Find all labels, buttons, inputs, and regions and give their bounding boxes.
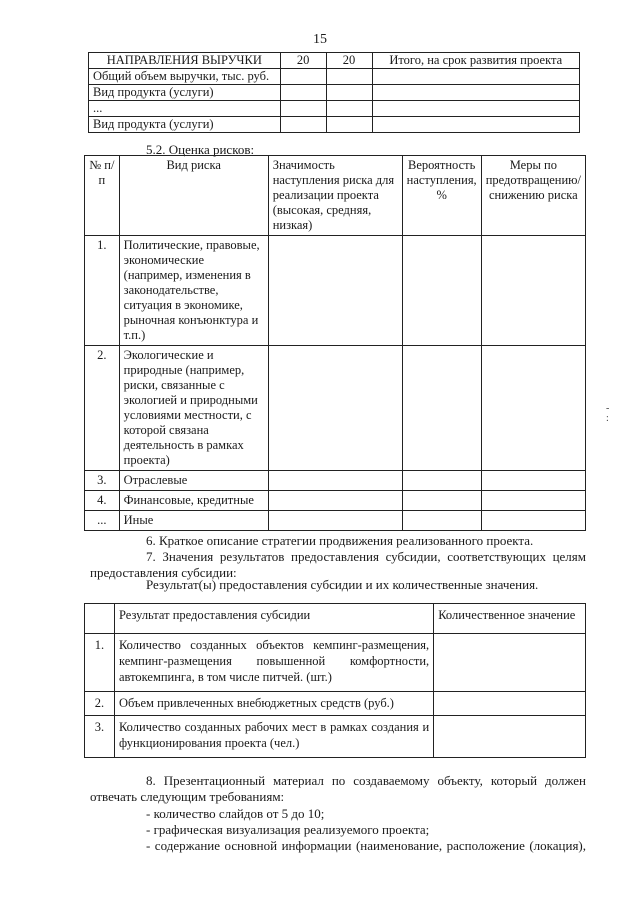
requirement-item: - графическая визуализация реализуемого проекта; <box>146 822 430 837</box>
revenue-cell <box>280 117 326 133</box>
revenue-table <box>88 52 580 133</box>
risk-row-type: Иные <box>119 511 268 531</box>
revenue-header-direction: НАПРАВЛЕНИЯ ВЫРУЧКИ <box>89 53 281 69</box>
revenue-row-label: Общий объем выручки, тыс. руб. <box>89 69 281 85</box>
results-row <box>85 634 586 692</box>
results-header-result: Результат предоставления субсидии <box>114 604 433 634</box>
revenue-cell <box>372 117 580 133</box>
risk-cell <box>481 491 585 511</box>
revenue-cell <box>280 101 326 117</box>
revenue-row-label: Вид продукта (услуги) <box>89 85 281 101</box>
risk-cell <box>481 471 585 491</box>
revenue-cell <box>372 69 580 85</box>
results-row-num: 3. <box>85 716 115 758</box>
revenue-cell <box>326 85 372 101</box>
revenue-cell <box>326 117 372 133</box>
revenue-cell <box>280 69 326 85</box>
risk-row-type: Финансовые, кредитные <box>119 491 268 511</box>
risk-row <box>85 471 586 491</box>
risk-cell <box>268 346 402 471</box>
requirement-item: - содержание основной информации (наименование, расположение (локация), <box>146 838 586 853</box>
revenue-cell <box>372 85 580 101</box>
revenue-cell <box>280 85 326 101</box>
risk-cell <box>481 236 585 346</box>
risk-cell <box>402 491 481 511</box>
results-row-value <box>434 634 586 692</box>
requirement-item: - количество слайдов от 5 до 10; <box>146 806 325 821</box>
risk-row <box>85 511 586 531</box>
revenue-header-year-1: 20 <box>280 53 326 69</box>
risk-row-num: 1. <box>85 236 120 346</box>
risk-cell <box>268 511 402 531</box>
risk-cell <box>402 471 481 491</box>
risk-row-num: ... <box>85 511 120 531</box>
risk-section-title: 5.2. Оценка рисков: <box>146 142 255 157</box>
risk-cell <box>481 346 585 471</box>
risk-row-type: Политические, правовые, экономические (например, изменения в законодательстве, ситуация в экономике, рыночная конъюнктура и т.п.) <box>119 236 268 346</box>
results-row-text: Количество созданных рабочих мест в рамках создания и функционирования проекта (чел.) <box>114 716 433 758</box>
paragraph-7-sub: Результат(ы) предоставления субсидии и их количественные значения. <box>146 577 539 592</box>
revenue-cell <box>372 101 580 117</box>
risk-cell <box>402 346 481 471</box>
results-row <box>85 692 586 716</box>
results-row-text: Количество созданных объектов кемпинг-размещения, кемпинг-размещения повышенной комфортности, автокемпинга, в том числе питчей. (шт.) <box>114 634 433 692</box>
risk-row-num: 4. <box>85 491 120 511</box>
revenue-row-label: ... <box>89 101 281 117</box>
risk-row <box>85 236 586 346</box>
risk-header-row <box>85 156 586 236</box>
results-row-text: Объем привлеченных внебюджетных средств (руб.) <box>114 692 433 716</box>
risk-row <box>85 491 586 511</box>
risk-header-num: № п/п <box>85 156 120 236</box>
risk-cell <box>481 511 585 531</box>
revenue-header-row <box>89 53 580 69</box>
risk-cell <box>268 491 402 511</box>
results-header-row <box>85 604 586 634</box>
risk-header-probability: Вероятность наступления, % <box>402 156 481 236</box>
risk-header-significance: Значимость наступления риска для реализации проекта (высокая, средняя, низкая) <box>268 156 402 236</box>
revenue-row <box>89 69 580 85</box>
revenue-cell <box>326 101 372 117</box>
risk-row <box>85 346 586 471</box>
paragraph-7: 7. Значения результатов предоставления субсидии, соответствующих целям предоставления субсидии: <box>90 549 586 580</box>
revenue-row <box>89 85 580 101</box>
revenue-header-total: Итого, на срок развития проекта <box>372 53 580 69</box>
risk-cell <box>268 471 402 491</box>
paragraph-8: 8. Презентационный материал по создаваемому объекту, который должен отвечать следующим требованиям: <box>90 773 586 804</box>
revenue-row <box>89 101 580 117</box>
results-header-value: Количественное значение <box>434 604 586 634</box>
margin-mark: - : <box>606 403 610 424</box>
results-row-num: 2. <box>85 692 115 716</box>
risk-cell <box>402 236 481 346</box>
page-number: 15 <box>313 32 327 47</box>
results-row-num: 1. <box>85 634 115 692</box>
results-row-value <box>434 716 586 758</box>
risk-cell <box>402 511 481 531</box>
revenue-header-year-2: 20 <box>326 53 372 69</box>
risk-header-measures: Меры по предотвращению/ снижению риска <box>481 156 585 236</box>
risk-row-type: Экологические и природные (например, риски, связанные с экологией и природными условиями местности, с которой связана деятельность в рамках проекта) <box>119 346 268 471</box>
results-table <box>84 603 586 758</box>
risk-row-type: Отраслевые <box>119 471 268 491</box>
revenue-cell <box>326 69 372 85</box>
risk-row-num: 3. <box>85 471 120 491</box>
paragraph-6: 6. Краткое описание стратегии продвижения реализованного проекта. <box>146 533 534 548</box>
results-header-num <box>85 604 115 634</box>
results-row <box>85 716 586 758</box>
risk-header-type: Вид риска <box>119 156 268 236</box>
revenue-row <box>89 117 580 133</box>
results-row-value <box>434 692 586 716</box>
risk-table <box>84 155 586 531</box>
risk-cell <box>268 236 402 346</box>
risk-row-num: 2. <box>85 346 120 471</box>
revenue-row-label: Вид продукта (услуги) <box>89 117 281 133</box>
